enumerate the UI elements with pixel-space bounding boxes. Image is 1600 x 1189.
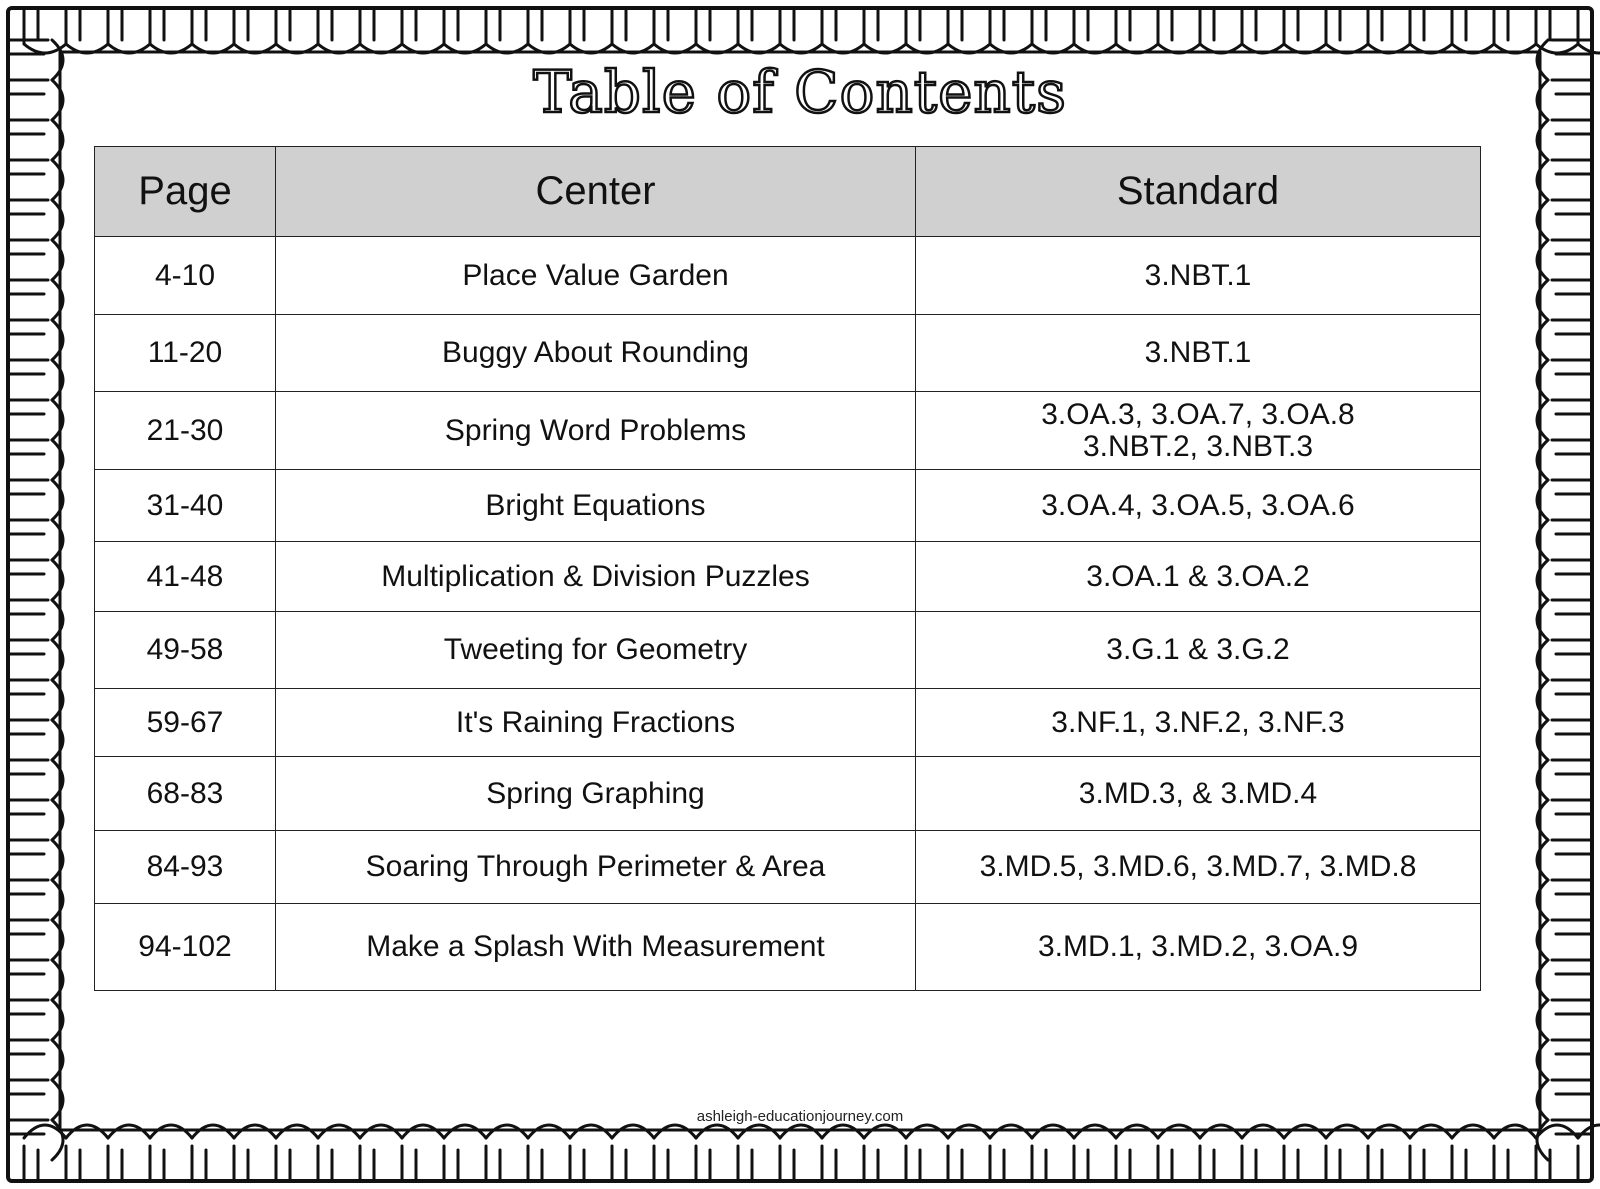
standard-cell (916, 392, 1481, 470)
page-range-cell: 41-48 (95, 542, 276, 612)
standard-text: 3.MD.5, 3.MD.6, 3.MD.7, 3.MD.8 (979, 850, 1417, 883)
standard-text: 3.MD.1, 3.MD.2, 3.OA.9 (1037, 930, 1359, 963)
standard-text: 3.NBT.1 (1144, 336, 1252, 369)
standard-cell (916, 904, 1481, 991)
standard-text: 3.G.1 & 3.G.2 (1106, 633, 1290, 666)
header-page: Page (95, 147, 276, 237)
standard-cell (916, 757, 1481, 831)
table-body (95, 237, 1481, 991)
header-standard: Standard (916, 147, 1481, 237)
table-row (95, 612, 1481, 689)
center-name-cell: Multiplication & Division Puzzles (276, 542, 916, 612)
center-name-cell: It's Raining Fractions (276, 689, 916, 757)
table-row (95, 831, 1481, 904)
center-name-cell: Tweeting for Geometry (276, 612, 916, 689)
page-range-cell: 68-83 (95, 757, 276, 831)
header-center: Center (276, 147, 916, 237)
center-name-cell: Spring Graphing (276, 757, 916, 831)
standard-text: 3.OA.4, 3.OA.5, 3.OA.6 (1041, 488, 1355, 522)
page-range-cell: 59-67 (95, 689, 276, 757)
table-header-row (95, 147, 1481, 237)
center-name-cell: Make a Splash With Measurement (276, 904, 916, 991)
standard-text: 3.OA.1 & 3.OA.2 (1086, 559, 1310, 593)
standard-text: 3.NBT.1 (1144, 258, 1252, 292)
page-range-cell: 94-102 (95, 904, 276, 991)
page-title: Table of Contents (533, 58, 1067, 126)
center-name-cell: Buggy About Rounding (276, 315, 916, 392)
page-range-cell: 84-93 (95, 831, 276, 904)
center-name-cell: Soaring Through Perimeter & Area (276, 831, 916, 904)
standard-cell (916, 470, 1481, 542)
table-row (95, 315, 1481, 392)
standard-cell (916, 542, 1481, 612)
center-name-cell: Place Value Garden (276, 237, 916, 315)
page-range-cell: 11-20 (95, 315, 276, 392)
standard-text: 3.NF.1, 3.NF.2, 3.NF.3 (1051, 705, 1345, 739)
standard-cell (916, 315, 1481, 392)
table-row (95, 237, 1481, 315)
standard-cell (916, 237, 1481, 315)
standard-text: 3.OA.3, 3.OA.7, 3.OA.8 (1041, 397, 1355, 431)
page-range-cell: 31-40 (95, 470, 276, 542)
center-name-cell: Spring Word Problems (276, 392, 916, 470)
table-row (95, 904, 1481, 991)
standard-cell (916, 612, 1481, 689)
footer-url: ashleigh-educationjourney.com (696, 1108, 904, 1125)
contents-table (94, 146, 1481, 991)
table-row (95, 757, 1481, 831)
table-row (95, 689, 1481, 757)
standard-cell (916, 831, 1481, 904)
standard-text: 3.MD.3, & 3.MD.4 (1078, 776, 1318, 810)
standard-text: 3.NBT.2, 3.NBT.3 (1082, 429, 1314, 463)
table-row (95, 392, 1481, 470)
page-range-cell: 21-30 (95, 392, 276, 470)
standard-cell (916, 689, 1481, 757)
table-row (95, 470, 1481, 542)
page-range-cell: 49-58 (95, 612, 276, 689)
center-name-cell: Bright Equations (276, 470, 916, 542)
page-range-cell: 4-10 (95, 237, 276, 315)
table-row (95, 542, 1481, 612)
